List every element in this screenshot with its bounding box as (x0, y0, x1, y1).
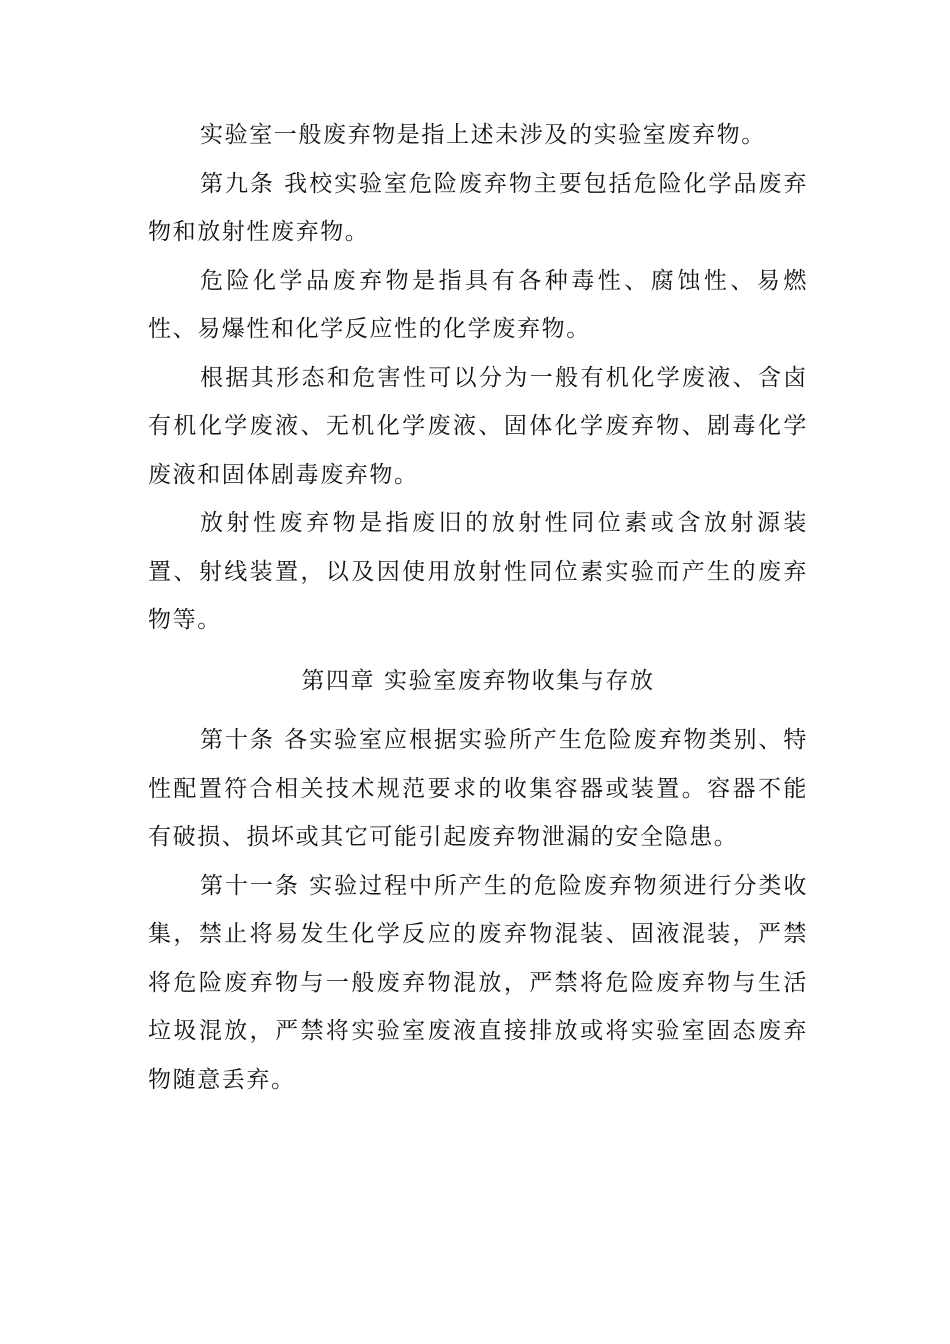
paragraph-hazardous-chemical-waste: 危险化学品废弃物是指具有各种毒性、腐蚀性、易燃性、易爆性和化学反应性的化学废弃物。 (148, 267, 808, 342)
paragraph-waste-categories: 根据其形态和危害性可以分为一般有机化学废液、含卤有机化学废液、无机化学废液、固体化学废弃物、剧毒化学废液和固体剧毒废弃物。 (148, 364, 808, 488)
document-body (148, 111, 808, 1104)
paragraph-article-10: 第十条 各实验室应根据实验所产生危险废弃物类别、特性配置符合相关技术规范要求的收集容器或装置。容器不能有破损、损坏或其它可能引起废弃物泄漏的安全隐患。 (148, 727, 808, 850)
paragraph-general-waste: 实验室一般废弃物是指上述未涉及的实验室废弃物。 (200, 122, 766, 148)
paragraph-radioactive-waste: 放射性废弃物是指废旧的放射性同位素或含放射源装置、射线装置，以及因使用放射性同位素实验而产生的废弃物等。 (148, 510, 808, 633)
paragraph-article-11: 第十一条 实验过程中所产生的危险废弃物须进行分类收集，禁止将易发生化学反应的废弃物混装、固液混装，严禁将危险废弃物与一般废弃物混放，严禁将危险废弃物与生活垃圾混放，严禁将实验室废液直接排放或将实验室固态废弃物随意丢弃。 (148, 872, 808, 1093)
chapter-title: 第四章 实验室废弃物收集与存放 (301, 667, 655, 694)
paragraph-article-9: 第九条 我校实验室危险废弃物主要包括危险化学品废弃物和放射性废弃物。 (148, 170, 808, 245)
